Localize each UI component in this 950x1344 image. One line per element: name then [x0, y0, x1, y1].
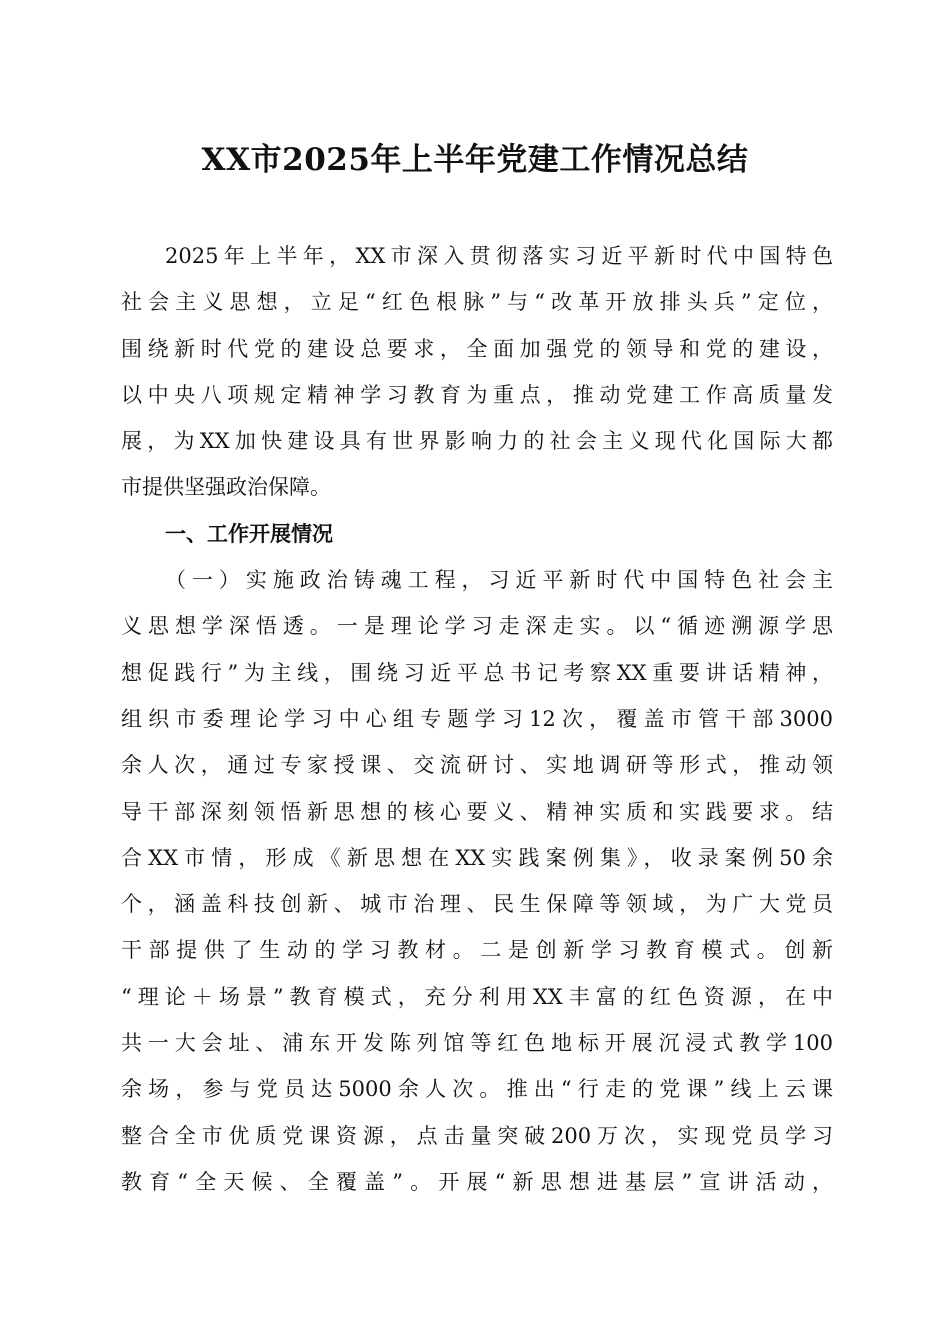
body-line: 想促践行”为主线，围绕习近平总书记考察XX重要讲话精神，	[121, 660, 833, 685]
body-line: 余场，参与党员达5000余人次。推出“行走的党课”线上云课	[121, 1077, 833, 1102]
intro-line: 2025年上半年，XX市深入贯彻落实习近平新时代中国特色	[165, 244, 833, 268]
body-line: 个，涵盖科技创新、城市治理、民生保障等领域，为广大党员	[121, 892, 833, 917]
body-line: 共一大会址、浦东开发陈列馆等红色地标开展沉浸式教学100	[121, 1031, 833, 1056]
body-line: 余人次，通过专家授课、交流研讨、实地调研等形式，推动领	[121, 753, 833, 778]
body-line: 教育“全天候、全覆盖”。开展“新思想进基层”宣讲活动，	[121, 1169, 833, 1194]
body-line: 义思想学深悟透。一是理论学习走深走实。以“循迹溯源学思	[121, 614, 833, 639]
body-line: 导干部深刻领悟新思想的核心要义、精神实质和实践要求。结	[121, 799, 833, 824]
intro-line: 以中央八项规定精神学习教育为重点，推动党建工作高质量发	[121, 382, 833, 407]
body-line: 组织市委理论学习中心组专题学习12次，覆盖市管干部3000	[121, 706, 833, 731]
intro-line: 展，为XX加快建设具有世界影响力的社会主义现代化国际大都	[121, 429, 833, 454]
body-line: “理论＋场景”教育模式，充分利用XX丰富的红色资源，在中	[121, 984, 833, 1009]
document-body	[121, 233, 833, 1205]
body-line: 合XX市情，形成《新思想在XX实践案例集》，收录案例50余	[121, 845, 833, 870]
section-heading: 一、工作开展情况	[165, 521, 333, 546]
body-line: 整合全市优质党课资源，点击量突破200万次，实现党员学习	[121, 1123, 833, 1148]
intro-line: 围绕新时代党的建设总要求，全面加强党的领导和党的建设，	[121, 336, 833, 361]
body-line: （一）实施政治铸魂工程，习近平新时代中国特色社会主	[165, 568, 833, 593]
intro-line: 市提供坚强政治保障。	[121, 475, 331, 500]
document-title: XX市2025年上半年党建工作情况总结	[201, 142, 749, 178]
body-line: 干部提供了生动的学习教材。二是创新学习教育模式。创新	[121, 938, 833, 963]
intro-line: 社会主义思想，立足“红色根脉”与“改革开放排头兵”定位，	[121, 290, 833, 315]
